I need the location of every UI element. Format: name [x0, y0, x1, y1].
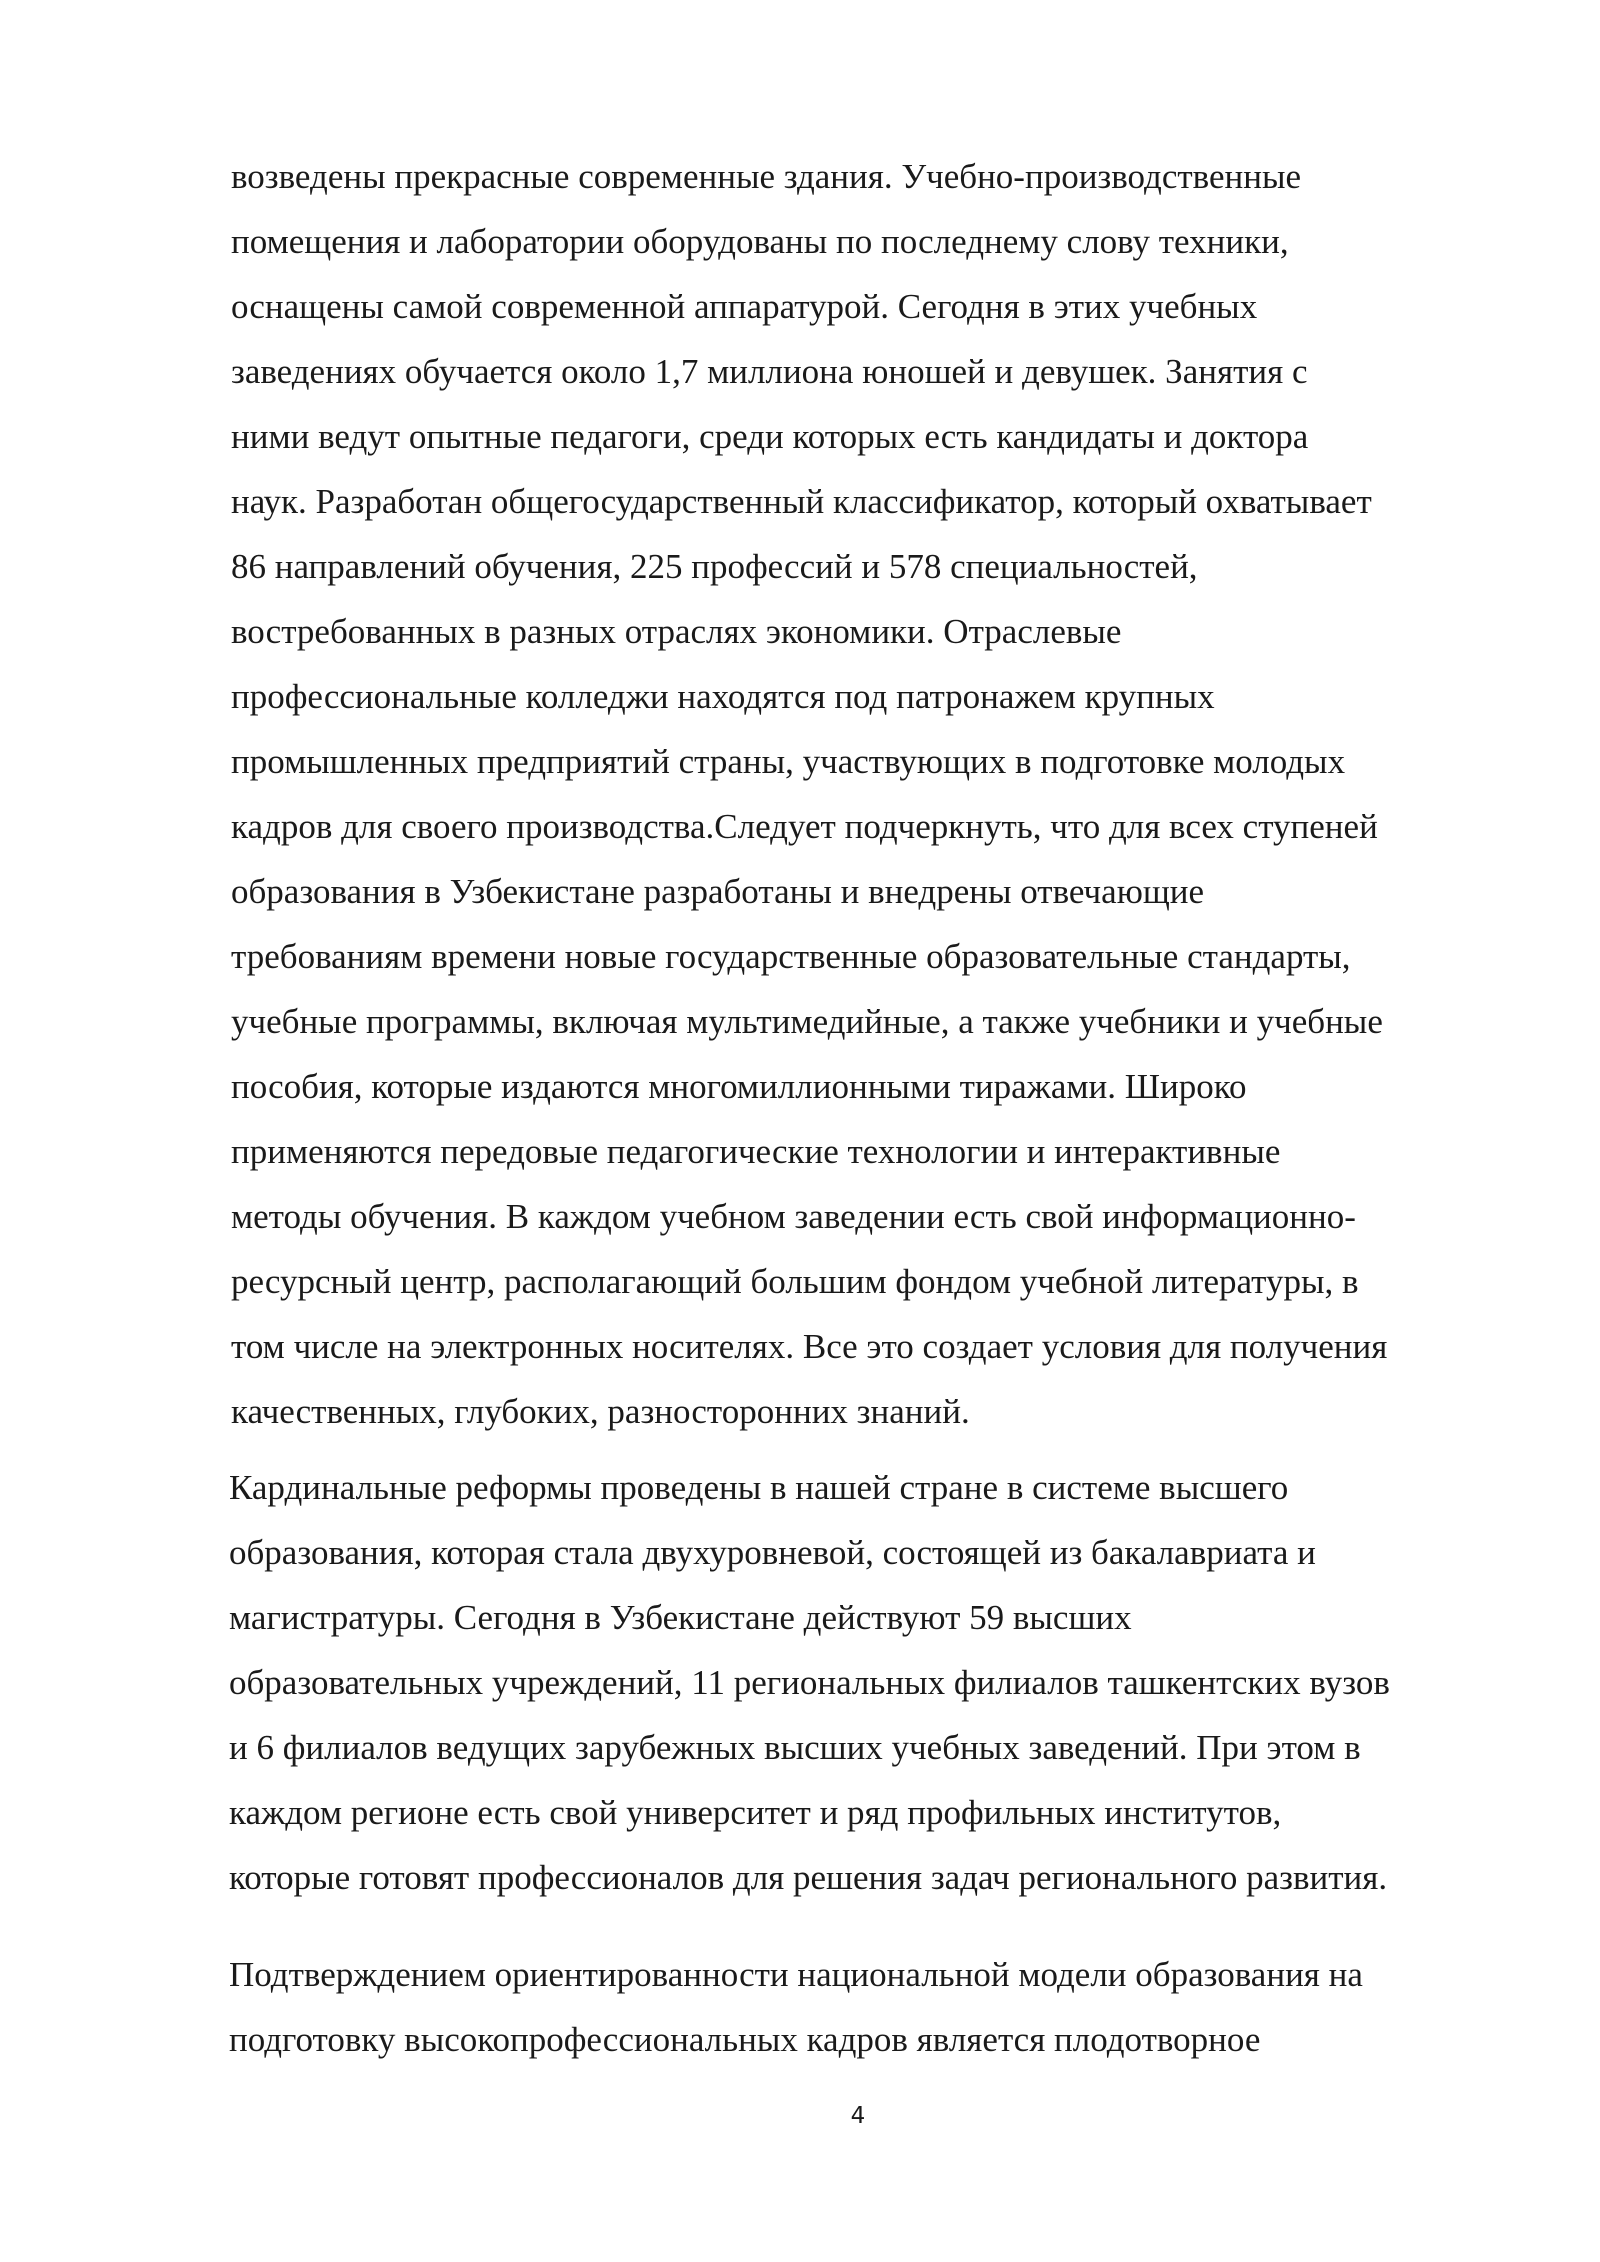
text-line: Кардинальные реформы проведены в нашей стране в системе высшего	[229, 1468, 1289, 1507]
text-line: кадров для своего производства.Следует подчеркнуть, что для всех ступеней	[231, 807, 1378, 846]
text-line: помещения и лаборатории оборудованы по последнему слову техники,	[231, 222, 1289, 261]
paragraph-3	[229, 1942, 1529, 2072]
paragraph-2	[229, 1455, 1529, 1910]
text-line: и 6 филиалов ведущих зарубежных высших учебных заведений. При этом в	[229, 1728, 1361, 1767]
text-line: образования в Узбекистане разработаны и внедрены отвечающие	[231, 872, 1205, 911]
text-line: применяются передовые педагогические технологии и интерактивные	[231, 1132, 1281, 1171]
text-line: качественных, глубоких, разносторонних знаний.	[231, 1392, 970, 1431]
text-line: профессиональные колледжи находятся под патронажем крупных	[231, 677, 1215, 716]
text-line: заведениях обучается около 1,7 миллиона юношей и девушек. Занятия с	[231, 352, 1308, 391]
text-line: ними ведут опытные педагоги, среди которых есть кандидаты и доктора	[231, 417, 1309, 456]
text-line: том числе на электронных носителях. Все это создает условия для получения	[231, 1327, 1388, 1366]
text-line: 86 направлений обучения, 225 профессий и 578 специальностей,	[231, 547, 1198, 586]
text-line: ресурсный центр, располагающий большим фондом учебной литературы, в	[231, 1262, 1359, 1301]
text-line: требованиям времени новые государственные образовательные стандарты,	[231, 937, 1351, 976]
text-line: подготовку высокопрофессиональных кадров является плодотворное	[229, 2020, 1261, 2059]
text-line: пособия, которые издаются многомиллионными тиражами. Широко	[231, 1067, 1247, 1106]
page-number: 4	[850, 2103, 866, 2129]
text-line: востребованных в разных отраслях экономики. Отраслевые	[231, 612, 1122, 651]
text-line: методы обучения. В каждом учебном заведении есть свой информационно-	[231, 1197, 1356, 1236]
text-line: возведены прекрасные современные здания. Учебно-производственные	[231, 157, 1302, 196]
text-line: каждом регионе есть свой университет и ряд профильных институтов,	[229, 1793, 1282, 1832]
text-line: Подтверждением ориентированности национальной модели образования на	[229, 1955, 1363, 1994]
text-line: образовательных учреждений, 11 региональных филиалов ташкентских вузов	[229, 1663, 1390, 1702]
text-line: наук. Разработан общегосударственный классификатор, который охватывает	[231, 482, 1372, 521]
text-line: учебные программы, включая мультимедийные, а также учебники и учебные	[231, 1002, 1383, 1041]
text-line: промышленных предприятий страны, участвующих в подготовке молодых	[231, 742, 1346, 781]
text-line: которые готовят профессионалов для решения задач регионального развития.	[229, 1858, 1388, 1897]
text-line: оснащены самой современной аппаратурой. Сегодня в этих учебных	[231, 287, 1258, 326]
text-line: образования, которая стала двухуровневой, состоящей из бакалавриата и	[229, 1533, 1316, 1572]
paragraph-1	[231, 144, 1531, 1444]
text-line: магистратуры. Сегодня в Узбекистане действуют 59 высших	[229, 1598, 1132, 1637]
